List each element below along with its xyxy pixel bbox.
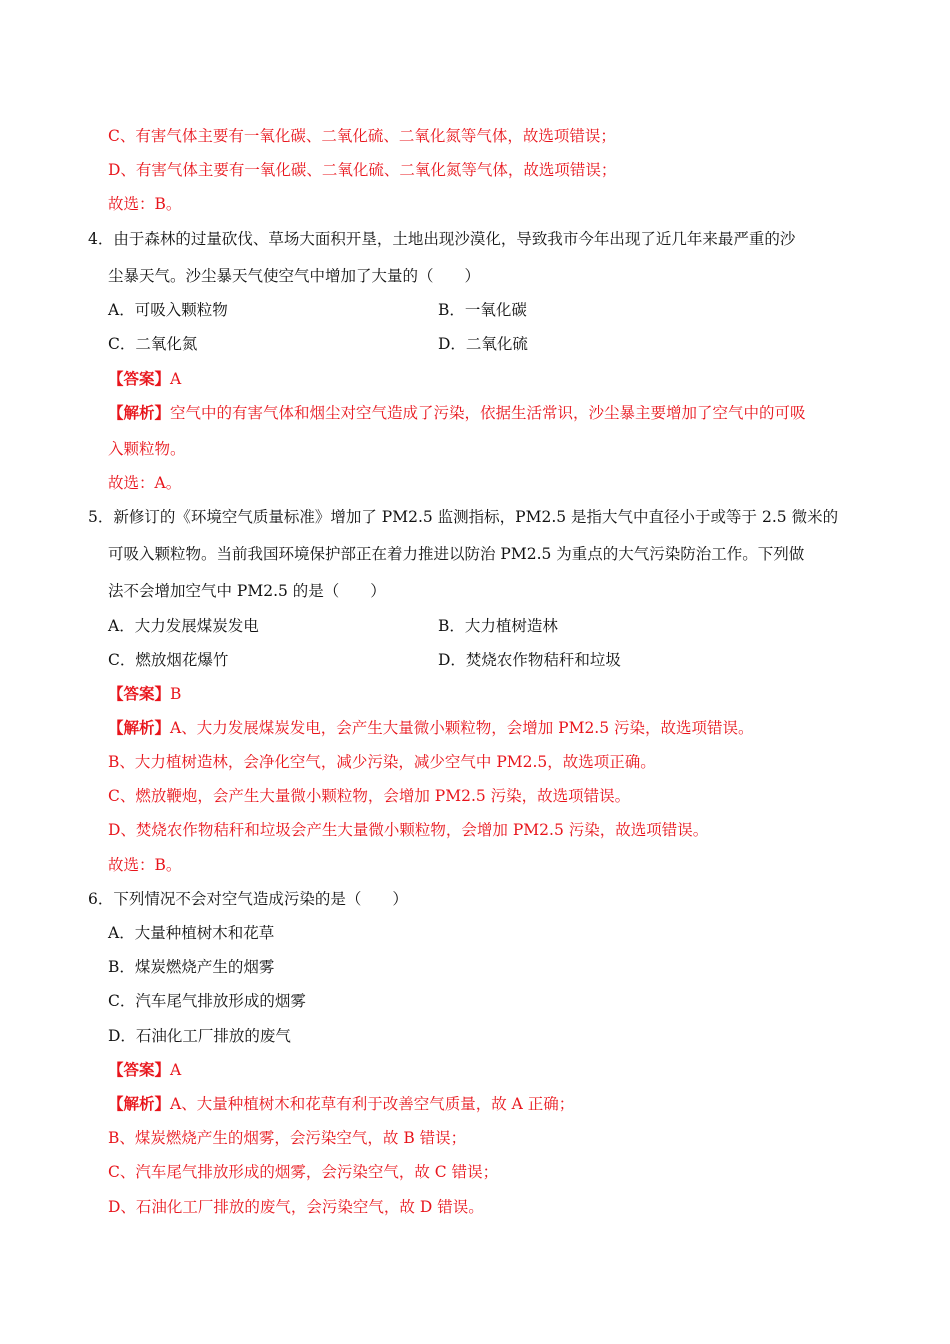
q6-analysis-b: B、煤炭燃烧产生的烟雾，会污染空气，故 B 错误；: [108, 1129, 467, 1147]
q5-choice: 故选：B。: [108, 856, 182, 874]
q3-analysis-d: D、有害气体主要有一氧化碳、二氧化硫、二氧化氮等气体，故选项错误；: [108, 161, 617, 179]
q4-stem-line1: [88, 229, 795, 249]
q5-stem-text1: 新修订的《环境空气质量标准》增加了 PM2.5 监测指标，PM2.5 是指大气中直径小于或等于 2.5 微米的: [113, 508, 839, 526]
q5-option-a: A．大力发展煤炭发电: [108, 617, 259, 635]
q6-stem: [88, 889, 408, 909]
q6-option-d: D．石油化工厂排放的废气: [108, 1027, 291, 1045]
q6-option-b: B．煤炭燃烧产生的烟雾: [108, 958, 275, 976]
q5-answer-tag: 【答案】: [108, 684, 171, 703]
q4-option-a: A．可吸入颗粒物: [108, 301, 228, 319]
q4-answer: [108, 369, 181, 389]
q4-option-b: B．一氧化碳: [438, 301, 527, 319]
q4-analysis-line2: 入颗粒物。: [108, 440, 186, 458]
q5-analysis-tag: 【解析】: [108, 718, 171, 737]
q4-analysis-line1: [108, 403, 806, 423]
q6-analysis-tag: 【解析】: [108, 1094, 171, 1113]
q5-answer: [108, 684, 181, 704]
q5-analysis-a: [108, 718, 754, 738]
q5-analysis-d: D、焚烧农作物秸秆和垃圾会产生大量微小颗粒物，会增加 PM2.5 污染，故选项错误。: [108, 821, 709, 839]
q6-analysis-a-text: A、大量种植树木和花草有利于改善空气质量，故 A 正确；: [170, 1095, 575, 1113]
q5-analysis-b: B、大力植树造林，会净化空气，减少污染，减少空气中 PM2.5，故选项正确。: [108, 753, 656, 771]
q3-choice: 故选：B。: [108, 195, 182, 213]
q6-answer-tag: 【答案】: [108, 1060, 171, 1079]
q6-option-c: C．汽车尾气排放形成的烟雾: [108, 992, 306, 1010]
q4-answer-value: A: [170, 370, 182, 388]
q5-stem-line3: 法不会增加空气中 PM2.5 的是（ ）: [108, 582, 386, 600]
q4-choice: 故选：A。: [108, 474, 182, 492]
q4-option-d: D．二氧化硫: [438, 335, 528, 353]
q4-answer-tag: 【答案】: [108, 369, 171, 388]
q5-answer-value: B: [170, 685, 182, 703]
q4-number: 4．: [88, 230, 114, 248]
q3-analysis-c: C、有害气体主要有一氧化碳、二氧化硫、二氧化氮等气体，故选项错误；: [108, 127, 616, 145]
q4-analysis-tag: 【解析】: [108, 403, 171, 422]
q6-stem-text: 下列情况不会对空气造成污染的是（ ）: [113, 890, 408, 908]
q6-number: 6．: [88, 890, 114, 908]
q6-analysis-a: [108, 1094, 574, 1114]
q6-option-a: A．大量种植树木和花草: [108, 924, 275, 942]
q5-option-b: B．大力植树造林: [438, 617, 558, 635]
q4-stem-line2: 尘暴天气。沙尘暴天气使空气中增加了大量的（ ）: [108, 267, 481, 285]
q6-analysis-d: D、石油化工厂排放的废气，会污染空气，故 D 错误。: [108, 1198, 484, 1216]
q5-option-c: C．燃放烟花爆竹: [108, 651, 229, 669]
q5-option-d: D．焚烧农作物秸秆和垃圾: [438, 651, 621, 669]
q5-stem-line1: [88, 507, 838, 527]
q4-option-c: C．二氧化氮: [108, 335, 198, 353]
q6-answer-value: A: [170, 1061, 182, 1079]
q4-stem-text1: 由于森林的过量砍伐、草场大面积开垦，土地出现沙漠化，导致我市今年出现了近几年来最严重的沙: [113, 230, 796, 248]
q5-stem-line2: 可吸入颗粒物。当前我国环境保护部正在着力推进以防治 PM2.5 为重点的大气污染防治工作。下列做: [108, 545, 805, 563]
q6-analysis-c: C、汽车尾气排放形成的烟雾，会污染空气，故 C 错误；: [108, 1163, 499, 1181]
q5-analysis-c: C、燃放鞭炮，会产生大量微小颗粒物，会增加 PM2.5 污染，故选项错误。: [108, 787, 631, 805]
q6-answer: [108, 1060, 181, 1080]
q5-number: 5．: [88, 508, 114, 526]
q4-analysis-text1: 空气中的有害气体和烟尘对空气造成了污染，依据生活常识，沙尘暴主要增加了空气中的可吸: [170, 404, 806, 422]
q5-analysis-a-text: A、大力发展煤炭发电，会产生大量微小颗粒物，会增加 PM2.5 污染，故选项错误。: [170, 719, 754, 737]
